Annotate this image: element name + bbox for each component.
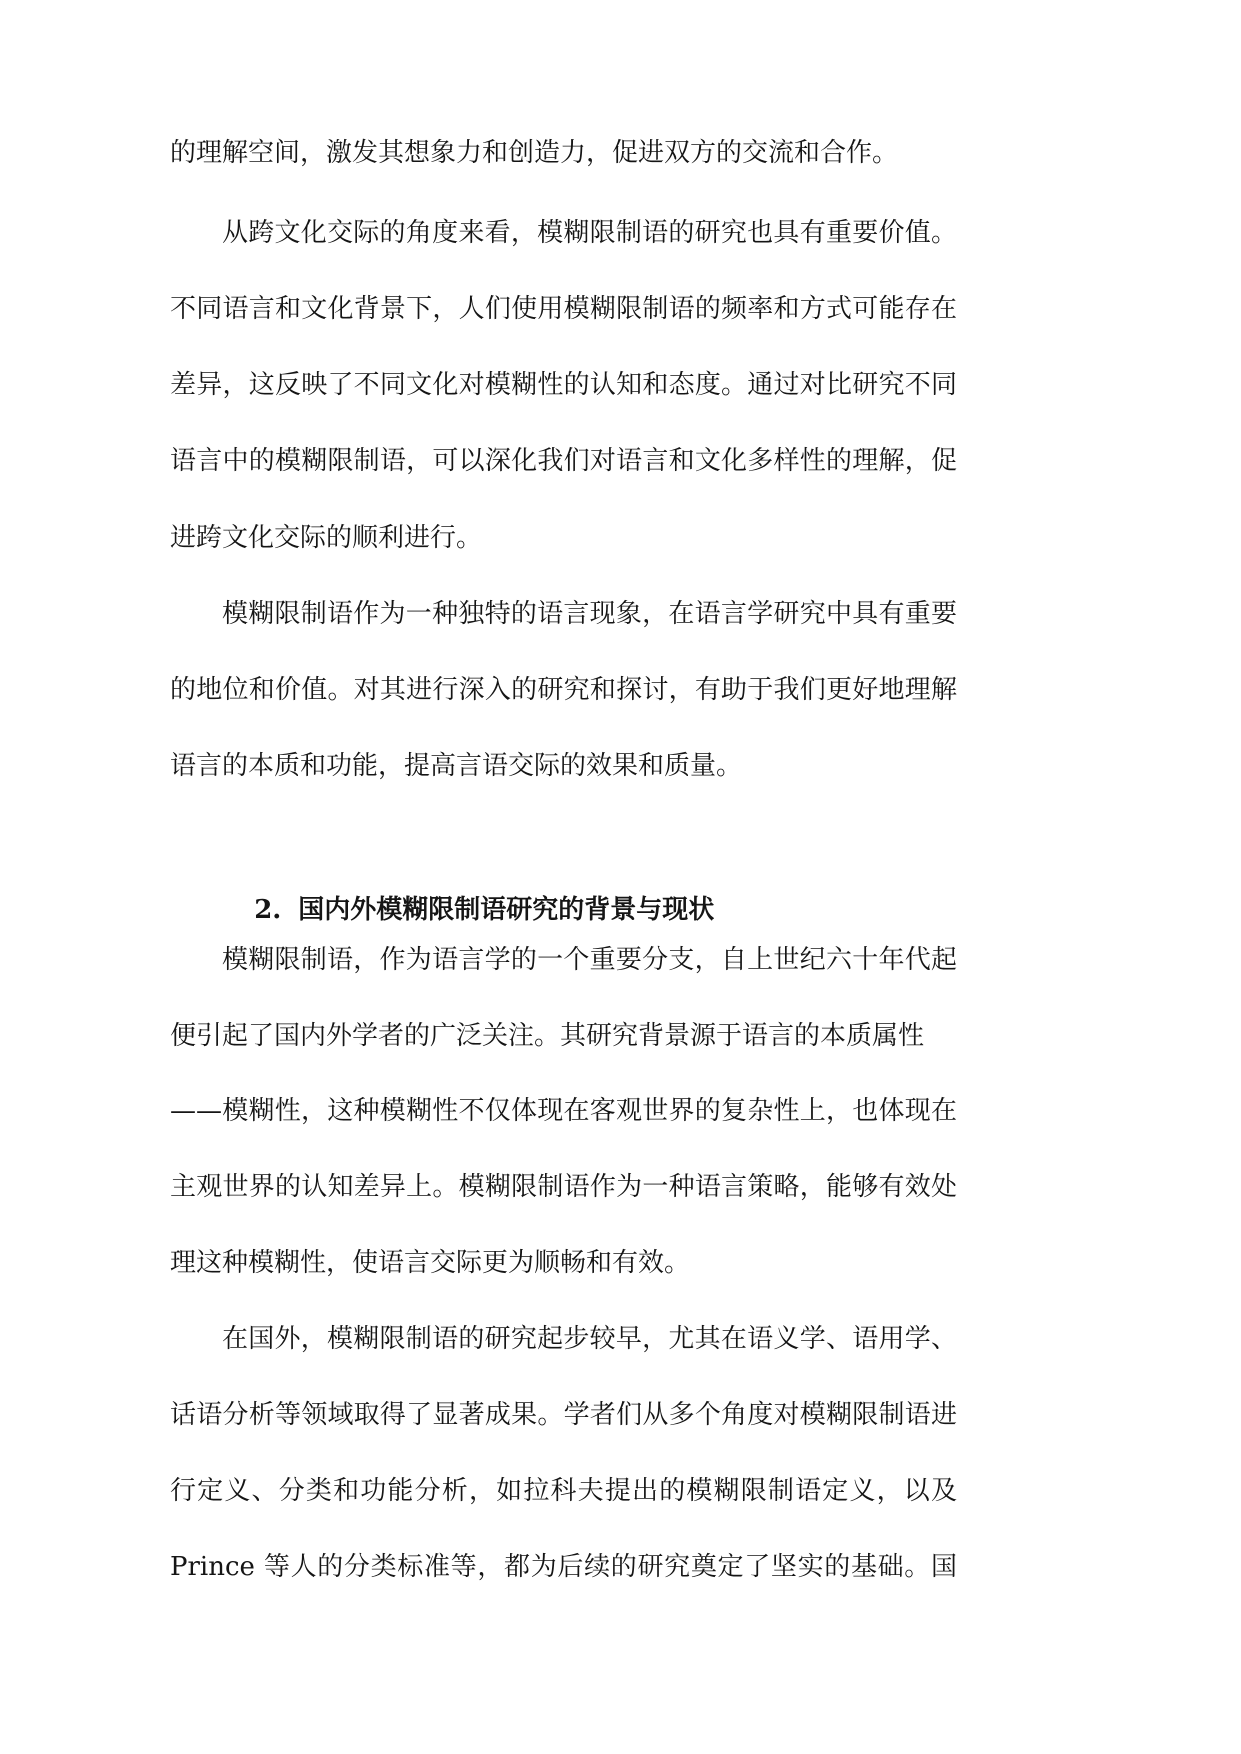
- text-line: 话语分析等领域取得了显著成果。学者们从多个角度对模糊限制语进: [170, 1400, 957, 1430]
- text-line: 行定义、分类和功能分析，如拉科夫提出的模糊限制语定义，以及: [170, 1476, 957, 1506]
- section-number: 2.: [254, 895, 282, 925]
- text-line: 便引起了国内外学者的广泛关注。其研究背景源于语言的本质属性: [170, 1021, 925, 1051]
- text-line: 语言中的模糊限制语，可以深化我们对语言和文化多样性的理解，促: [170, 446, 957, 476]
- text-line: 理这种模糊性，使语言交际更为顺畅和有效。: [170, 1248, 691, 1278]
- text-line: 差异，这反映了不同文化对模糊性的认知和态度。通过对比研究不同: [170, 370, 957, 400]
- text-line: ——模糊性，这种模糊性不仅体现在客观世界的复杂性上，也体现在: [170, 1096, 957, 1126]
- section-title: 国内外模糊限制语研究的背景与现状: [298, 895, 715, 925]
- text-line: 语言的本质和功能，提高言语交际的效果和质量。: [170, 751, 743, 781]
- text-line: 不同语言和文化背景下，人们使用模糊限制语的频率和方式可能存在: [170, 294, 957, 324]
- text-line: Prince 等人的分类标准等，都为后续的研究奠定了坚实的基础。国: [170, 1552, 957, 1582]
- text-line: 进跨文化交际的顺利进行。: [170, 523, 483, 553]
- text-line: 模糊限制语，作为语言学的一个重要分支，自上世纪六十年代起: [222, 945, 957, 975]
- text-line: 在国外，模糊限制语的研究起步较早，尤其在语义学、语用学、: [222, 1324, 957, 1354]
- text-line: 从跨文化交际的角度来看，模糊限制语的研究也具有重要价值。: [222, 218, 957, 248]
- text-line: 模糊限制语作为一种独特的语言现象，在语言学研究中具有重要: [222, 599, 957, 629]
- text-line: 主观世界的认知差异上。模糊限制语作为一种语言策略，能够有效处: [170, 1172, 957, 1202]
- text-line: 的理解空间，激发其想象力和创造力，促进双方的交流和合作。: [170, 138, 899, 168]
- section-heading: [218, 865, 715, 925]
- text-line: 的地位和价值。对其进行深入的研究和探讨，有助于我们更好地理解: [170, 675, 957, 705]
